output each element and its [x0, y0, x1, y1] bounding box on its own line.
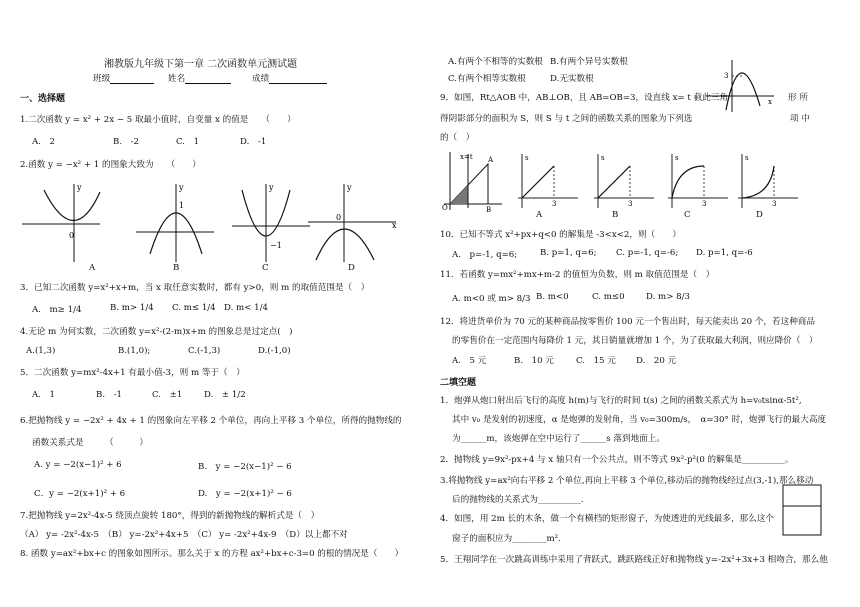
svg-text:−1: −1: [270, 241, 282, 250]
q1-option-a: A. 2: [32, 137, 55, 147]
question-9-tail: 形 所: [788, 93, 808, 103]
q10-option-b: B. p=1, q=6;: [540, 248, 597, 258]
q4-option-c: C.(-1,3): [188, 346, 221, 356]
window-figure: [782, 484, 822, 536]
q11-option-c: C. m≤0: [592, 292, 625, 302]
q2-graph-c: [232, 182, 312, 262]
q6-option-d: D. y = −2(x+1)² − 6: [198, 489, 292, 499]
question-3: 3．已知二次函数 y=x²+x+m，当 x 取任意实数时，都有 y>0，则 m 的取值范围是（ ）: [20, 283, 370, 293]
q8-option-c: C.有两个相等实数根: [448, 74, 526, 84]
fill-question-5: 5．王翔同学在一次跳高训练中采用了背跃式，跳跃路线正好和抛物线 y=-2x²+3x+3 相吻合，那么他: [440, 555, 828, 565]
q8-graph: [704, 58, 776, 114]
fill-question-1-line3: 为______m，该炮弹在空中运行了______s 落到地面上。: [452, 434, 665, 444]
q8-option-b: B.有两个异号实数根: [550, 57, 628, 67]
question-9: 9．如图，Rt△AOB 中，AB⊥OB，且 AB=OB=3，设直线 x= t 截此三角: [440, 93, 728, 103]
q9-graph-b: [592, 152, 656, 210]
class-label: 班级: [93, 74, 111, 84]
fill-question-4: 4．如图，用 2m 长的木条，做一个有横档的矩形窗子，为使透进的光线最多，那么这个: [440, 514, 774, 524]
question-1: 1.二次函数 y = x² + 2x − 5 取最小值时，自变量 x 的值是 （ ）: [20, 115, 296, 125]
score-field: [252, 72, 327, 84]
class-field: [93, 72, 154, 84]
question-8: 8. 函数 y=ax²+bx+c 的图象如图所示。那么关于 x 的方程 ax²+bx+c-3=0 的根的情况是（ ）: [20, 549, 404, 559]
question-9-line2: 得阴影部分的面积为 S，则 S 与 t 之间的函数关系的图象为下列选: [440, 114, 693, 124]
q9-graph-a: [516, 152, 580, 210]
q5-option-a: A. 1: [32, 390, 55, 400]
svg-text:3: 3: [724, 72, 729, 80]
question-6: 6.把抛物线 y = −2x² + 4x + 1 的图象向左平移 2 个单位，再向上平移 3 个单位，所得的抛物线的: [20, 416, 402, 426]
q9-label-b: B: [612, 210, 619, 220]
svg-text:0: 0: [336, 213, 342, 222]
q6-option-b: B. y = −2(x−1)² − 6: [198, 462, 292, 472]
q1-option-b: B. -2: [113, 137, 140, 147]
q8-option-a: A.有两个不相等的实数根: [448, 57, 543, 67]
q11-option-b: B. m<0: [536, 292, 569, 302]
question-11: 11．若函数 y=mx²+mx+m-2 的值恒为负数，则 m 取值范围是（ ）: [440, 270, 715, 280]
name-label: 姓名: [168, 74, 186, 84]
question-12: 12．将进货单价为 70 元的某种商品按零售价 100 元一个售出时，每天能卖出 20 个，若这种商品: [440, 317, 815, 327]
q4-option-b: B.(1,0);: [118, 346, 151, 356]
svg-text:x=t: x=t: [460, 153, 473, 161]
fill-question-3: 3.将抛物线 y=ax²向右平移 2 个单位,再向上平移 3 个单位,移动后的抛物线经过点(3,-1),那么移动: [440, 476, 814, 486]
name-field: [168, 72, 231, 84]
name-blank[interactable]: [185, 74, 231, 84]
q10-option-d: D. p=1, q=-6: [696, 248, 753, 258]
svg-text:0: 0: [69, 231, 75, 240]
svg-text:3: 3: [702, 200, 707, 208]
q2-label-d: D: [348, 263, 355, 273]
q3-option-a: A. m≥ 1/4: [32, 305, 82, 315]
page-title: 湘教版九年级下第一章 二次函数单元测试题: [104, 59, 298, 70]
svg-text:3: 3: [552, 200, 557, 208]
question-5: 5．二次函数 y=mx²-4x+1 有最小值-3，则 m 等于（ ）: [20, 368, 245, 378]
svg-text:3: 3: [628, 200, 633, 208]
q6-option-a: A. y = −2(x−1)² + 6: [34, 460, 122, 470]
q2-label-c: C: [262, 263, 269, 273]
q10-option-c: C. p=-1, q=-6;: [616, 248, 679, 258]
q12-option-a: A. 5 元: [452, 356, 487, 366]
svg-text:s: s: [601, 154, 605, 162]
q8-option-d: D.无实数根: [550, 74, 594, 84]
question-12-cont: 的零售价在一定范围内每降价 1 元，其日销量就增加 1 个，为了获取最大利润，则应降价（ ）: [452, 336, 818, 346]
svg-text:x: x: [392, 221, 397, 230]
q9-graph-d: [736, 152, 800, 210]
q7-options: （A） y= -2x²-4x-5 （B） y=-2x²+4x+5 （C） y= -2x²+4x-9 （D）以上都不对: [20, 530, 348, 540]
question-9-line2-tail: 项 中: [790, 114, 810, 124]
score-label: 成绩: [252, 74, 270, 84]
question-10: 10．已知不等式 x²+px+q<0 的解集是 -3<x<2，则（ ）: [440, 230, 681, 240]
q9-label-a: A: [536, 210, 543, 220]
q5-option-d: D. ± 1/2: [204, 390, 246, 400]
svg-text:x: x: [768, 98, 772, 106]
q10-option-a: A. p=-1, q=6;: [452, 250, 518, 260]
svg-text:y: y: [179, 183, 184, 192]
score-blank[interactable]: [269, 74, 327, 84]
fill-question-3-line2: 后的抛物线的关系式为__________.: [452, 495, 584, 505]
q6-option-c: C．y = −2(x+1)² + 6: [34, 489, 126, 499]
svg-text:O: O: [442, 204, 448, 212]
q9-graph-c: [666, 152, 730, 210]
svg-text:s: s: [525, 154, 529, 162]
svg-text:s: s: [745, 154, 749, 162]
q2-label-a: A: [89, 263, 96, 273]
q3-option-c: C. m≤ 1/4: [172, 303, 216, 313]
q2-graph-a: [22, 182, 102, 262]
q2-graph-b: [136, 182, 216, 262]
question-7: 7.把抛物线 y=2x²-4x-5 绕顶点旋转 180°，得到的新抛物线的解析式是（ ）: [20, 511, 320, 521]
question-4: 4.无论 m 为何实数，二次函数 y=x²-(2-m)x+m 的图象总是过定点( ): [20, 327, 293, 337]
q11-option-a: A. m<0 或 m> 8/3: [452, 294, 531, 304]
section-fill-title: 二填空题: [440, 378, 477, 388]
section-choice-title: 一、选择题: [20, 94, 66, 104]
q5-option-c: C. ±1: [152, 390, 183, 400]
fill-question-4-line2: 窗子的面积应为________m².: [452, 534, 561, 544]
svg-text:3: 3: [772, 200, 777, 208]
q9-label-c: C: [684, 210, 691, 220]
q1-option-c: C. 1: [176, 137, 200, 147]
svg-text:B: B: [486, 206, 492, 214]
q2-graph-d: [308, 182, 398, 262]
q3-option-b: B. m> 1/4: [110, 303, 154, 313]
q3-option-d: D. m< 1/4: [224, 303, 268, 313]
class-blank[interactable]: [110, 74, 154, 84]
q11-option-d: D. m> 8/3: [646, 292, 690, 302]
q12-option-c: C. 15 元: [576, 356, 616, 366]
q12-option-b: B. 10 元: [514, 356, 554, 366]
svg-text:y: y: [347, 183, 352, 192]
fill-question-1: 1．炮弹从炮口射出后飞行的高度 h(m)与飞行的时间 t(s) 之间的函数关系式为 h=v₀tsinα-5t²,: [440, 396, 802, 406]
svg-text:A: A: [488, 156, 494, 164]
svg-text:1: 1: [179, 201, 185, 210]
svg-text:y: y: [269, 183, 274, 192]
q9-label-d: D: [756, 210, 763, 220]
q5-option-b: B. -1: [96, 390, 123, 400]
q12-option-d: D. 20 元: [636, 356, 677, 366]
question-9-line3: 的（ ）: [440, 133, 475, 143]
question-6-cont: 函数关系式是 （ ）: [32, 438, 149, 448]
q1-option-d: D. -1: [240, 137, 267, 147]
svg-text:y: y: [77, 183, 82, 192]
q4-option-d: D.(-1,0): [258, 346, 291, 356]
q2-label-b: B: [173, 263, 180, 273]
q9-triangle-figure: [440, 150, 506, 212]
q4-option-a: A.(1,3): [26, 346, 56, 356]
fill-question-1-line2: 其中 v₀ 是发射的初速度，α 是炮弹的发射角，当 v₀=300m/s， α=30° 时，炮弹飞行的最大高度: [452, 415, 827, 425]
fill-question-2: 2．抛物线 y=9x²-px+4 与 x 轴只有一个公共点，则不等式 9x²-p²(0 的解集是__________。: [440, 455, 794, 465]
question-2: 2.函数 y = −x² + 1 的图象大致为 （ ）: [20, 160, 201, 170]
svg-text:s: s: [675, 154, 679, 162]
